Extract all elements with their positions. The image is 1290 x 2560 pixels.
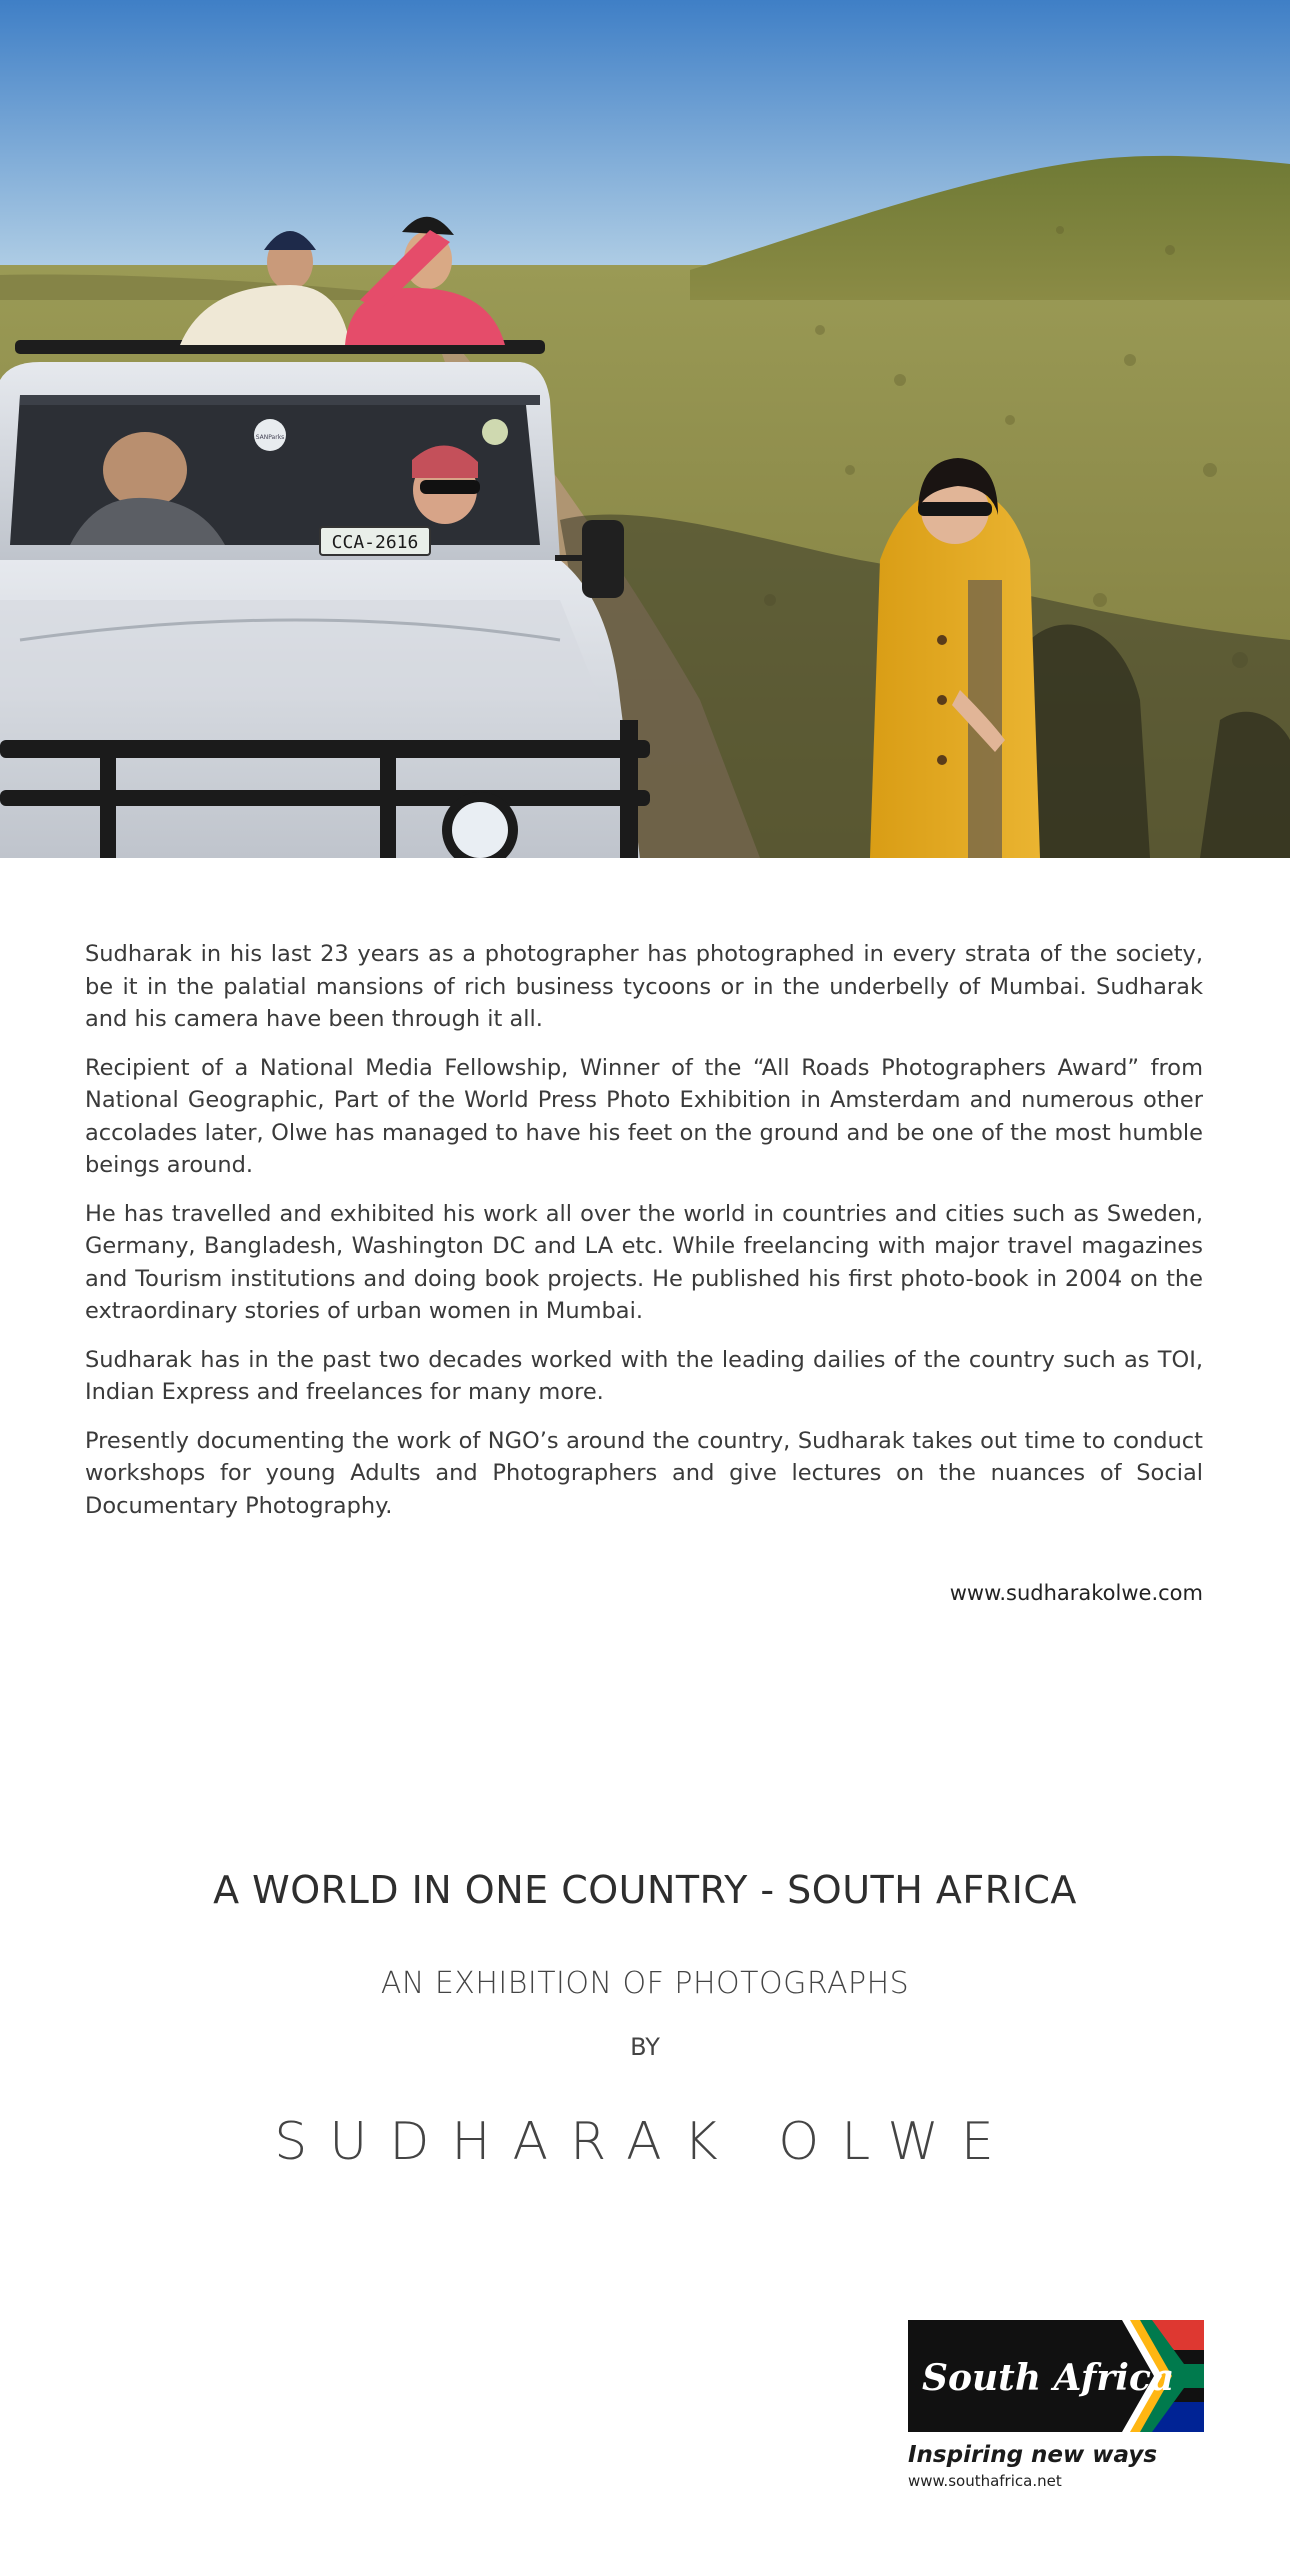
- south-africa-logo: [908, 2320, 1204, 2490]
- bio-paragraph: Presently documenting the work of NGO’s around the country, Sudharak takes out time to conduct workshops for young Adults and Photographers and give lectures on the nuances of Social Documentary Photography.: [85, 1427, 1203, 1519]
- sticker-text: SANParks: [255, 434, 285, 441]
- logo-url[interactable]: www.southafrica.net: [908, 2472, 1062, 2490]
- logo-tagline: Inspiring new ways: [908, 2442, 1158, 2468]
- flag-logo-icon: [908, 2320, 1204, 2432]
- exhibition-by: BY: [630, 2033, 660, 2061]
- exhibition-title: A WORLD IN ONE COUNTRY - SOUTH AFRICA: [213, 1868, 1077, 1912]
- biography-section: [85, 938, 1203, 1538]
- exhibition-artist: SUDHARAK OLWE: [274, 2112, 1016, 2172]
- exhibition-subtitle: AN EXHIBITION OF PHOTOGRAPHS: [380, 1966, 910, 2001]
- logo-wordmark: South Africa: [922, 2357, 1175, 2399]
- website-link[interactable]: www.sudharakolwe.com: [949, 1581, 1203, 1605]
- vehicle-plate: CCA-2616: [331, 532, 419, 553]
- bio-paragraph: Sudharak in his last 23 years as a photographer has photographed in every strata of the society, be it in the palatial mansions of rich business tycoons or in the underbelly of Mumbai. Sudharak and his camera have been through it all.: [85, 941, 1203, 1032]
- hero-photo: [0, 0, 1290, 858]
- bio-paragraph: Sudharak has in the past two decades worked with the leading dailies of the country such as TOI, Indian Express and freelances for many more.: [85, 1346, 1203, 1405]
- bio-paragraph: Recipient of a National Media Fellowship, Winner of the “All Roads Photographers Award” from National Geographic, Part of the World Press Photo Exhibition in Amsterdam and numerous other accolades later, Olwe has managed to have his feet on the ground and be one of the most humble beings around.: [85, 1054, 1203, 1178]
- bio-paragraph: He has travelled and exhibited his work all over the world in countries and cities such as Sweden, Germany, Bangladesh, Washington DC and LA etc. While freelancing with major travel magazines and Tourism institutions and doing book projects. He published his first photo-book in 2004 on the extraordinary stories of urban women in Mumbai.: [85, 1200, 1203, 1324]
